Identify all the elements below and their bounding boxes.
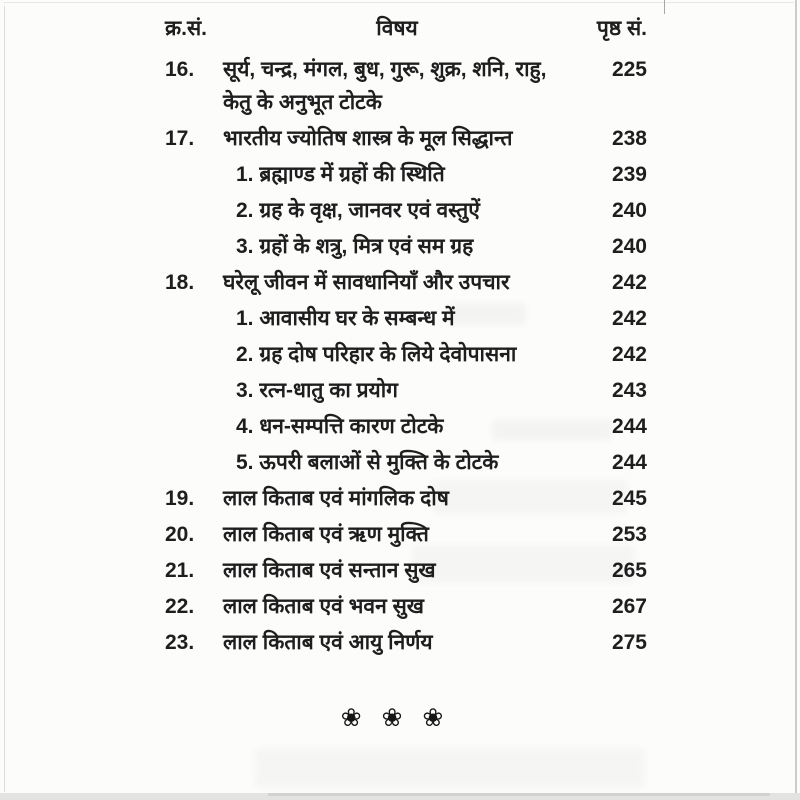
subentry-page: 242: [611, 307, 647, 330]
scan-edge-bottom-inner: [268, 793, 770, 796]
scan-edge-bottom: [0, 793, 800, 800]
entry-page: 245: [611, 487, 647, 510]
subentry-title: 3. रत्न-धातु का प्रयोग: [236, 379, 398, 402]
toc-entry-row: [165, 554, 647, 587]
scan-edge-right: [795, 0, 797, 796]
entry-page: 238: [611, 127, 647, 150]
toc-entry-row: [165, 53, 647, 119]
entry-serial: 22.: [165, 595, 195, 618]
toc-header-row: [165, 14, 647, 44]
subentry-page: 243: [611, 379, 647, 402]
entry-title: घरेलू जीवन में सावधानियाँ और उपचार: [223, 271, 510, 294]
entry-serial: 19.: [165, 487, 195, 510]
subentry-title: 2. ग्रह दोष परिहार के लिये देवोपासना: [236, 343, 517, 366]
toc-entry-row: [165, 266, 647, 299]
entry-serial: 18.: [165, 271, 195, 294]
toc-subentry-row: [165, 230, 647, 263]
subentry-title: 2. ग्रह के वृक्ष, जानवर एवं वस्तुऐं: [236, 199, 480, 222]
subentry-title: 5. ऊपरी बलाओं से मुक्ति के टोटके: [236, 451, 499, 474]
entry-page: 253: [611, 523, 647, 546]
entry-page: 267: [611, 595, 647, 618]
scan-edge-top: [4, 2, 794, 3]
entry-title: लाल किताब एवं भवन सुख: [223, 595, 424, 618]
entry-title: लाल किताब एवं मांगलिक दोष: [223, 487, 449, 510]
header-page-number: पृष्ठ सं.: [596, 17, 647, 40]
entry-serial: 21.: [165, 559, 195, 582]
entry-title: भारतीय ज्योतिष शास्त्र के मूल सिद्धान्त: [223, 127, 513, 150]
footer-flower-ornament: ❀ ❀ ❀: [340, 704, 444, 732]
subentry-title: 4. धन-सम्पत्ति कारण टोटके: [236, 415, 444, 438]
toc-subentry-row: [165, 446, 647, 479]
entry-title: लाल किताब एवं सन्तान सुख: [223, 559, 436, 582]
toc-entry-row: [165, 518, 647, 551]
toc-subentry-row: [165, 194, 647, 227]
toc-subentry-row: [165, 158, 647, 191]
scan-artifact-tick: [664, 0, 665, 14]
toc-entry-row: [165, 590, 647, 623]
subentry-page: 242: [611, 343, 647, 366]
toc-subentry-row: [165, 374, 647, 407]
subentry-page: 240: [611, 235, 647, 258]
header-subject: विषय: [376, 17, 418, 40]
entry-page: 225: [611, 58, 647, 81]
ghost-text-smudge: [255, 748, 645, 788]
toc-subentry-row: [165, 410, 647, 443]
entry-page: 265: [611, 559, 647, 582]
subentry-page: 244: [611, 415, 647, 438]
entry-title: लाल किताब एवं आयु निर्णय: [223, 631, 433, 654]
toc-subentry-row: [165, 302, 647, 335]
subentry-page: 244: [611, 451, 647, 474]
entry-serial: 23.: [165, 631, 195, 654]
subentry-title: 1. आवासीय घर के सम्बन्ध में: [236, 307, 455, 330]
toc-subentry-row: [165, 338, 647, 371]
subentry-title: 3. ग्रहों के शत्रु, मित्र एवं सम ग्रह: [236, 235, 474, 258]
subentry-page: 240: [611, 199, 647, 222]
entry-serial: 16.: [165, 58, 195, 81]
subentry-title: 1. ब्रह्माण्ड में ग्रहों की स्थिति: [236, 163, 445, 186]
toc-entry-row: [165, 122, 647, 155]
entry-serial: 17.: [165, 127, 195, 150]
entry-page: 242: [611, 271, 647, 294]
header-serial-number: क्र.सं.: [165, 17, 207, 40]
entry-title: लाल किताब एवं ऋण मुक्ति: [223, 523, 429, 546]
entry-page: 275: [611, 631, 647, 654]
toc-rows: [165, 53, 647, 659]
toc-entry-row: [165, 482, 647, 515]
toc-entry-row: [165, 626, 647, 659]
scan-edge-left: [4, 6, 5, 792]
subentry-page: 239: [611, 163, 647, 186]
table-of-contents: [165, 14, 647, 662]
entry-title: सूर्य, चन्द्र, मंगल, बुध, गुरू, शुक्र, शनि, राहु, केतु के अनुभूत टोटके: [223, 58, 547, 114]
entry-serial: 20.: [165, 523, 195, 546]
